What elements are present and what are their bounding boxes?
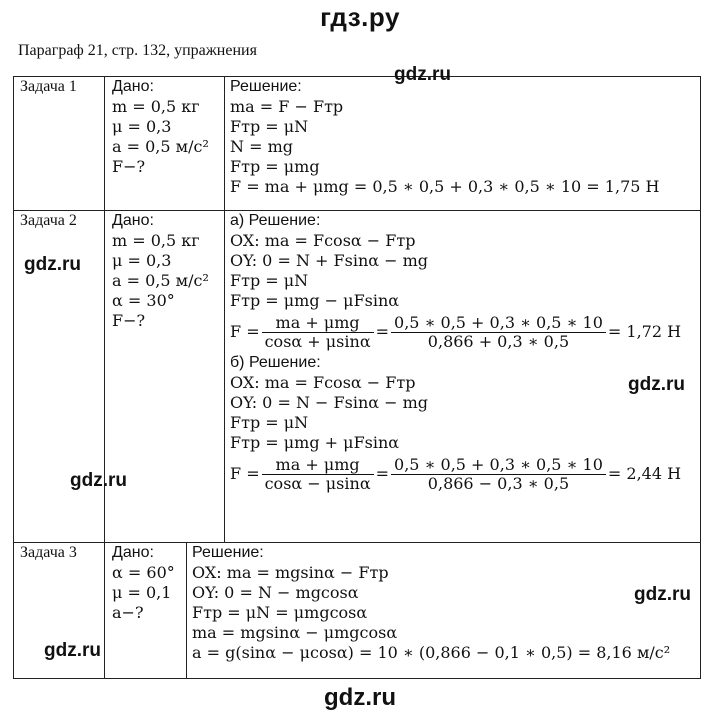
- column-divider: [224, 76, 225, 210]
- given-line: α = 30°: [112, 291, 175, 310]
- part-a-header: а) Решение:: [230, 212, 321, 229]
- fraction-formula-b: [230, 453, 681, 495]
- given-header: Дано:: [112, 78, 154, 95]
- solution-line: OY: 0 = N − mgcosα: [192, 583, 359, 602]
- fraction: [262, 314, 374, 351]
- given-block: [112, 77, 209, 177]
- solution-line: OX: ma = mgsinα − Fтр: [192, 563, 389, 582]
- formula-result: = 1,72 Н: [607, 322, 682, 341]
- numerator: ma + μmg: [275, 312, 360, 332]
- given-header: Дано:: [112, 212, 154, 229]
- given-line: F−?: [112, 311, 146, 330]
- given-line: μ = 0,1: [112, 583, 172, 602]
- column-divider: [104, 210, 105, 542]
- solution-line: Fтр = μN: [230, 117, 309, 136]
- solution-line: Fтр = μN = μmgcosα: [192, 603, 368, 622]
- task-label: Задача 3: [20, 544, 77, 561]
- solution-header: Решение:: [192, 544, 264, 561]
- column-divider: [224, 210, 225, 542]
- given-block: [112, 211, 209, 331]
- given-line: a−?: [112, 603, 144, 622]
- column-divider: [104, 542, 105, 678]
- footer-watermark: gdz.ru: [324, 684, 396, 711]
- watermark: gdz.ru: [634, 584, 691, 605]
- column-divider: [186, 542, 187, 678]
- watermark: gdz.ru: [44, 640, 101, 661]
- solution-line: Fтр = μN: [230, 413, 309, 432]
- task-label: Задача 2: [20, 212, 77, 229]
- given-line: a = 0,5 м/с²: [112, 271, 209, 290]
- given-line: m = 0,5 кг: [112, 231, 200, 250]
- watermark: gdz.ru: [24, 254, 81, 275]
- fraction: [391, 314, 606, 351]
- watermark: gdz.ru: [628, 374, 685, 395]
- formula-lhs: F =: [230, 464, 260, 483]
- solution-line: a = g(sinα − μcosα) = 10 ∗ (0,866 − 0,1 ∗ 0,5) = 8,16 м/с²: [192, 643, 671, 662]
- part-b-header: б) Решение:: [230, 354, 321, 371]
- solution-line: OY: 0 = N − Fsinα − mg: [230, 393, 429, 412]
- denominator: cosα − μsinα: [262, 474, 374, 493]
- given-line: μ = 0,3: [112, 251, 172, 270]
- solution-line: OX: ma = Fcosα − Fтр: [230, 373, 416, 392]
- denominator: 0,866 + 0,3 ∗ 0,5: [391, 332, 606, 351]
- given-line: F−?: [112, 157, 146, 176]
- solution-line: Fтр = μmg + μFsinα: [230, 433, 400, 452]
- given-header: Дано:: [112, 544, 154, 561]
- solution-line: ma = F − Fтр: [230, 97, 344, 116]
- given-line: m = 0,5 кг: [112, 97, 200, 116]
- given-block: [112, 543, 175, 623]
- fraction: [391, 456, 606, 493]
- solution-line: Fтр = μN: [230, 271, 309, 290]
- solution-line: Fтр = μmg − μFsinα: [230, 291, 400, 310]
- watermark: gdz.ru: [70, 470, 127, 491]
- solution-header: Решение:: [230, 78, 302, 95]
- solution-line: N = mg: [230, 137, 293, 156]
- numerator: 0,5 ∗ 0,5 + 0,3 ∗ 0,5 ∗ 10: [394, 454, 603, 474]
- solution-block: [230, 77, 659, 197]
- solution-line: OX: ma = Fcosα − Fтр: [230, 231, 416, 250]
- solution-block: [230, 211, 681, 495]
- equals-sign: =: [375, 322, 390, 341]
- task-row-1: [13, 76, 701, 210]
- numerator: 0,5 ∗ 0,5 + 0,3 ∗ 0,5 ∗ 10: [394, 312, 603, 332]
- solution-line: ma = mgsinα − μmgcosα: [192, 623, 398, 642]
- denominator: cosα + μsinα: [262, 332, 374, 351]
- task-row-3: [13, 542, 701, 678]
- solution-line: F = ma + μmg = 0,5 ∗ 0,5 + 0,3 ∗ 0,5 ∗ 10 = 1,75 Н: [230, 177, 660, 196]
- formula-lhs: F =: [230, 322, 260, 341]
- given-line: α = 60°: [112, 563, 175, 582]
- solution-line: Fтр = μmg: [230, 157, 320, 176]
- column-divider: [104, 76, 105, 210]
- numerator: ma + μmg: [275, 454, 360, 474]
- section-title: Параграф 21, стр. 132, упражнения: [18, 42, 257, 59]
- task-row-2: [13, 210, 701, 542]
- solution-line: OY: 0 = N + Fsinα − mg: [230, 251, 429, 270]
- given-line: μ = 0,3: [112, 117, 172, 136]
- table-bottom-border: [13, 678, 701, 679]
- site-title: гдз.ру: [320, 2, 400, 32]
- fraction-formula-a: [230, 311, 681, 353]
- equals-sign: =: [375, 464, 390, 483]
- watermark: gdz.ru: [394, 64, 451, 85]
- solution-block: [192, 543, 670, 663]
- fraction: [262, 456, 374, 493]
- formula-result: = 2,44 Н: [607, 464, 682, 483]
- denominator: 0,866 − 0,3 ∗ 0,5: [391, 474, 606, 493]
- given-line: a = 0,5 м/с²: [112, 137, 209, 156]
- task-label: Задача 1: [20, 78, 77, 95]
